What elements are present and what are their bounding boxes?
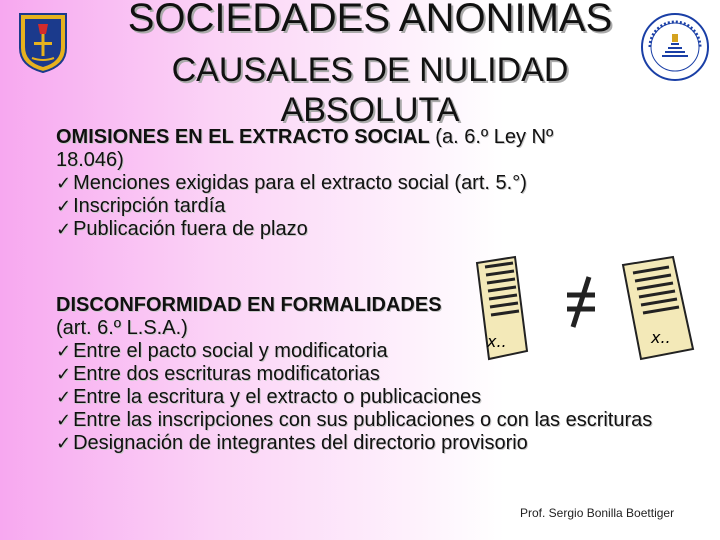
section-omisiones [56,126,696,241]
list-item: ✓ Entre el pacto social y modificatoria [56,340,388,362]
check-icon: ✓ [56,196,72,217]
check-icon: ✓ [56,173,72,194]
list-item: ✓ Designación de integrantes del directorio provisorio [56,432,528,454]
subtitle-line-2: ABSOLUTA [280,91,460,129]
check-icon: ✓ [56,341,72,362]
list-item: ✓ Menciones exigidas para el extracto social (art. 5.°) [56,172,527,194]
section-heading-rest: (a. 6.º Ley Nº [429,126,554,148]
svg-text:x..: x.. [487,332,507,351]
section-heading-line-2: (art. 6.º L.S.A.) [56,317,188,339]
subtitle-line-1: CAUSALES DE NULIDAD [171,51,569,89]
university-shield-logo [18,12,68,74]
faculty-seal-logo [640,12,710,82]
list-item: ✓ Entre las inscripciones con sus publicaciones o con las escrituras [56,409,653,431]
svg-text:x..: x.. [651,328,671,347]
list-item: ✓ Publicación fuera de plazo [56,218,308,240]
list-item: ✓ Entre dos escrituras modificatorias [56,363,380,385]
check-icon: ✓ [56,219,72,240]
slide-subtitle [120,50,620,130]
list-item: ✓ Inscripción tardía [56,195,226,217]
check-icon: ✓ [56,410,72,431]
section-heading [56,126,696,149]
list-item: ✓ Entre la escritura y el extracto o publicaciones [56,386,482,408]
check-icon: ✓ [56,387,72,408]
check-icon: ✓ [56,433,72,454]
section-heading: DISCONFORMIDAD EN FORMALIDADES [56,294,442,316]
section-heading-bold: OMISIONES EN EL EXTRACTO SOCIAL [56,126,430,148]
footer-author: Prof. Sergio Bonilla Boettiger [520,506,675,520]
section-heading-line-2: 18.046) [56,149,124,171]
check-icon: ✓ [56,364,72,385]
section-disconformidad [56,294,696,455]
slide-title: SOCIEDADES ANONIMAS [127,0,613,40]
